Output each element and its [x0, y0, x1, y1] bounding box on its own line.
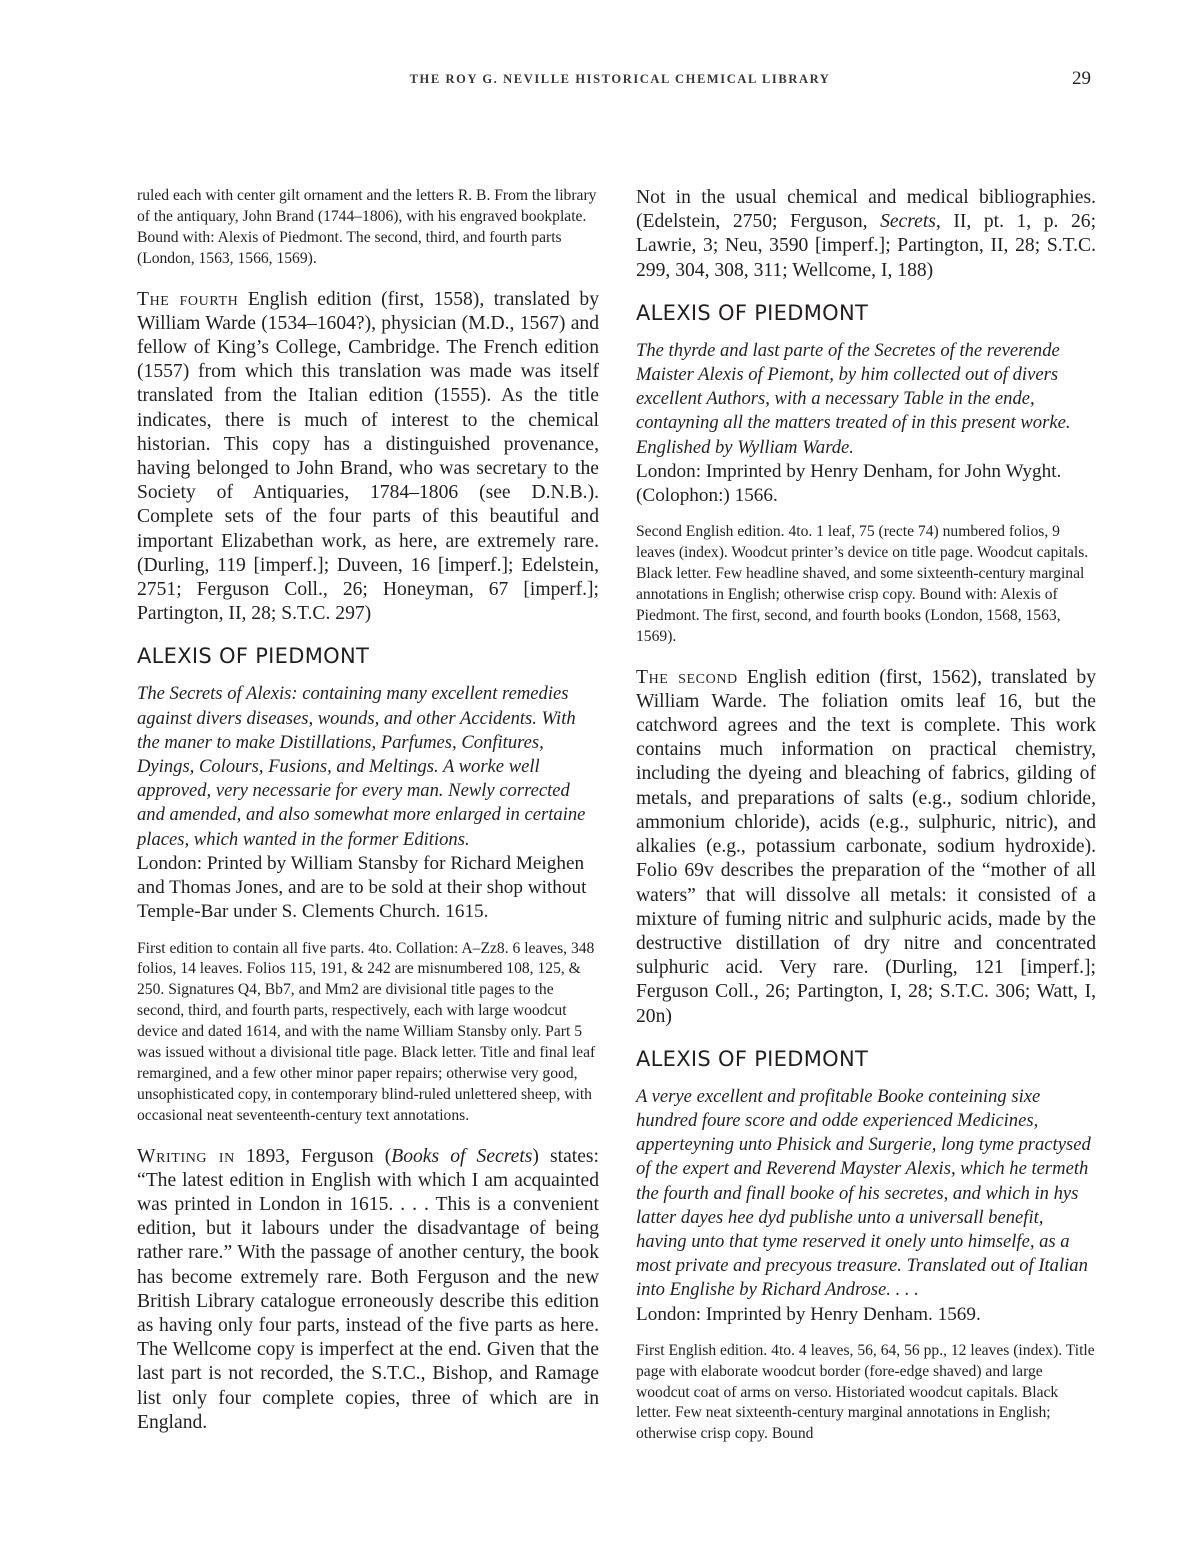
book-title: The thyrde and last parte of the Secretes of the reverende Maister Alexis of Piemont, by him collected out of divers excellent Authors, with a necessary Table in the ende, contayning all the matters treated of in this present worke. Englished by Wylliam Warde.: [636, 339, 1071, 458]
italic-citation: Secrets: [880, 211, 936, 233]
commentary-text: , II, pt. 1, p. 26; Lawrie, 3; Neu, 3590 [imperf.]; Partington, II, 28; S.T.C. 299, 304, 308, 311; Wellcome, I, 188): [636, 211, 1097, 281]
commentary: [636, 666, 1096, 1029]
commentary: [137, 288, 599, 627]
commentary-text: 1893, Ferguson (: [234, 1145, 392, 1167]
imprint: London: Printed by William Stansby for Richard Meighen and Thomas Jones, and are to be sold at their shop without Temple-Bar under S. Clements Church. 1615.: [137, 852, 587, 923]
imprint: London: Imprinted by Henry Denham. 1569.: [636, 1303, 981, 1325]
running-head: THE ROY G. NEVILLE HISTORICAL CHEMICAL LIBRARY: [409, 72, 831, 86]
book-title: A verye excellent and profitable Booke conteining sixe hundred foure score and odde experienced Medicines, apperteyning unto Phisick and Surgerie, long tyme practysed of the expert and Reverend Mayster Alexis, which he termeth the fourth and finall booke of his secretes, and which in hys latter dayes hee dyd publishe unto a universall benefit, having unto that tyme reserved it onely unto himselfe, as a most private and precyous treasure. Translated out of Italian into Englishe by Richard Androse. . . .: [636, 1085, 1091, 1301]
bibliographic-description: Second English edition. 4to. 1 leaf, 75 (recte 74) numbered folios, 9 leaves (index). Woodcut printer’s device on title page. Woodcut capitals. Black letter. Few headline shaved, and some sixteenth-century marginal annotations in English; otherwise crisp copy. Bound with: Alexis of Piedmont. The first, second, and fourth books (London, 1568, 1563, 1569).: [636, 523, 1089, 645]
continued-commentary: [636, 186, 1096, 283]
left-column: [137, 186, 599, 1453]
commentary: [137, 1145, 599, 1435]
italic-citation: Books of Secrets: [391, 1145, 533, 1167]
commentary-text: ) states: “The latest edition in English with which I am acquainted was printed in London in 1615. . . . This is a convenient edition, but it labours under the disadvantage of being rather rare.” With the passage of another century, the book has become extremely rare. Both Ferguson and the new British Library catalogue erroneously describe this edition as having only four parts, instead of the five parts as here. The Wellcome copy is imperfect at the end. Given that the last part is not recorded, the S.T.C., Bishop, and Ramage list only four complete copies, three of which are in England.: [137, 1145, 599, 1433]
page-number: 29: [1072, 68, 1091, 89]
imprint: London: Imprinted by Henry Denham, for John Wyght. (Colophon:) 1566.: [636, 460, 1062, 507]
commentary-text: English edition (first, 1558), translated by William Warde (1534–1604?), physician (M.D., 1567) and fellow of King’s College, Cambridge. The French edition (1557) from which this translation was made was itself translated from the Italian edition (1555). As the title indicates, there is much of interest to the chemical historian. This copy has a distinguished provenance, having belonged to John Brand, who was secretary to the Society of Antiquaries, 1784–1806 (see D.N.B.). Complete sets of the four parts of this beautiful and important Elizabethan work, as here, are extremely rare. (Durling, 119 [imperf.]; Duveen, 16 [imperf.]; Edelstein, 2751; Ferguson Coll., 26; Honeyman, 67 [imperf.]; Partington, II, 28; S.T.C. 297): [137, 288, 599, 625]
commentary-text: English edition (first, 1562), translated by William Warde. The foliation omits leaf 16, but the catchword agrees and the text is complete. This work contains much information on practical chemistry, including the dyeing and bleaching of fabrics, gilding of metals, and preparations of salts (e.g., sodium chloride, ammonium chloride), acids (e.g., sulphuric, nitric), and alkalies (e.g., potassium carbonate, sodium hydroxide). Folio 69v describes the preparation of the “mother of all waters” that will dissolve all metals: it consisted of a mixture of fuming nitric and sulphuric acids, made by the destructive distillation of dry nitre and concentrated sulphuric acid. Very rare. (Durling, 121 [imperf.]; Ferguson Coll., 26; Partington, I, 28; S.T.C. 306; Watt, I, 20n): [636, 666, 1096, 1027]
small-caps-lead: The fourth: [137, 288, 239, 310]
book-title: The Secrets of Alexis: containing many excellent remedies against divers diseases, wounds, and other Accidents. With the maner to make Distillations, Parfumes, Confitures, Dyings, Colours, Fusions, and Meltings. A worke well approved, very necessarie for every man. Newly corrected and amended, and also somewhat more enlarged in certaine places, which wanted in the former Editions.: [137, 683, 586, 850]
bibliographic-description: First edition to contain all five parts. 4to. Collation: A–Zz8. 6 leaves, 348 folios, 14 leaves. Folios 115, 191, & 242 are misnumbered 108, 125, & 250. Signatures Q4, Bb7, and Mm2 are divisional title pages to the second, third, and fourth parts, respectively, each with large woodcut device and dated 1614, and with the name William Stansby only. Part 5 was issued without a divisional title page. Black letter. Title and final leaf remargined, and a few other minor paper repairs; otherwise very good, unsophisticated copy, in contemporary blind-ruled unlettered sheep, with occasional neat seventeenth-century text annotations.: [137, 939, 596, 1124]
right-column: [636, 186, 1096, 1463]
continued-description: ruled each with center gilt ornament and the letters R. B. From the library of the antiquary, John Brand (1744–1806), with his engraved bookplate. Bound with: Alexis of Piedmont. The second, third, and fourth parts (London, 1563, 1566, 1569).: [137, 187, 597, 267]
entry-heading: ALEXIS OF PIEDMONT: [636, 1046, 869, 1071]
entry-heading: ALEXIS OF PIEDMONT: [137, 644, 370, 669]
bibliographic-description: First English edition. 4to. 4 leaves, 56, 64, 56 pp., 12 leaves (index). Title page with elaborate woodcut border (fore-edge shaved) and large woodcut coat of arms on verso. Historiated woodcut capitals. Black letter. Few neat sixteenth-century marginal annotations in English; otherwise crisp copy. Bound: [636, 1341, 1095, 1443]
commentary-text: Not in the usual chemical and medical bibliographies. (Edelstein, 2750; Ferguson,: [636, 187, 1096, 233]
entry-heading: ALEXIS OF PIEDMONT: [636, 300, 869, 325]
small-caps-lead: The second: [636, 666, 738, 688]
small-caps-lead: Writing in: [137, 1145, 235, 1167]
